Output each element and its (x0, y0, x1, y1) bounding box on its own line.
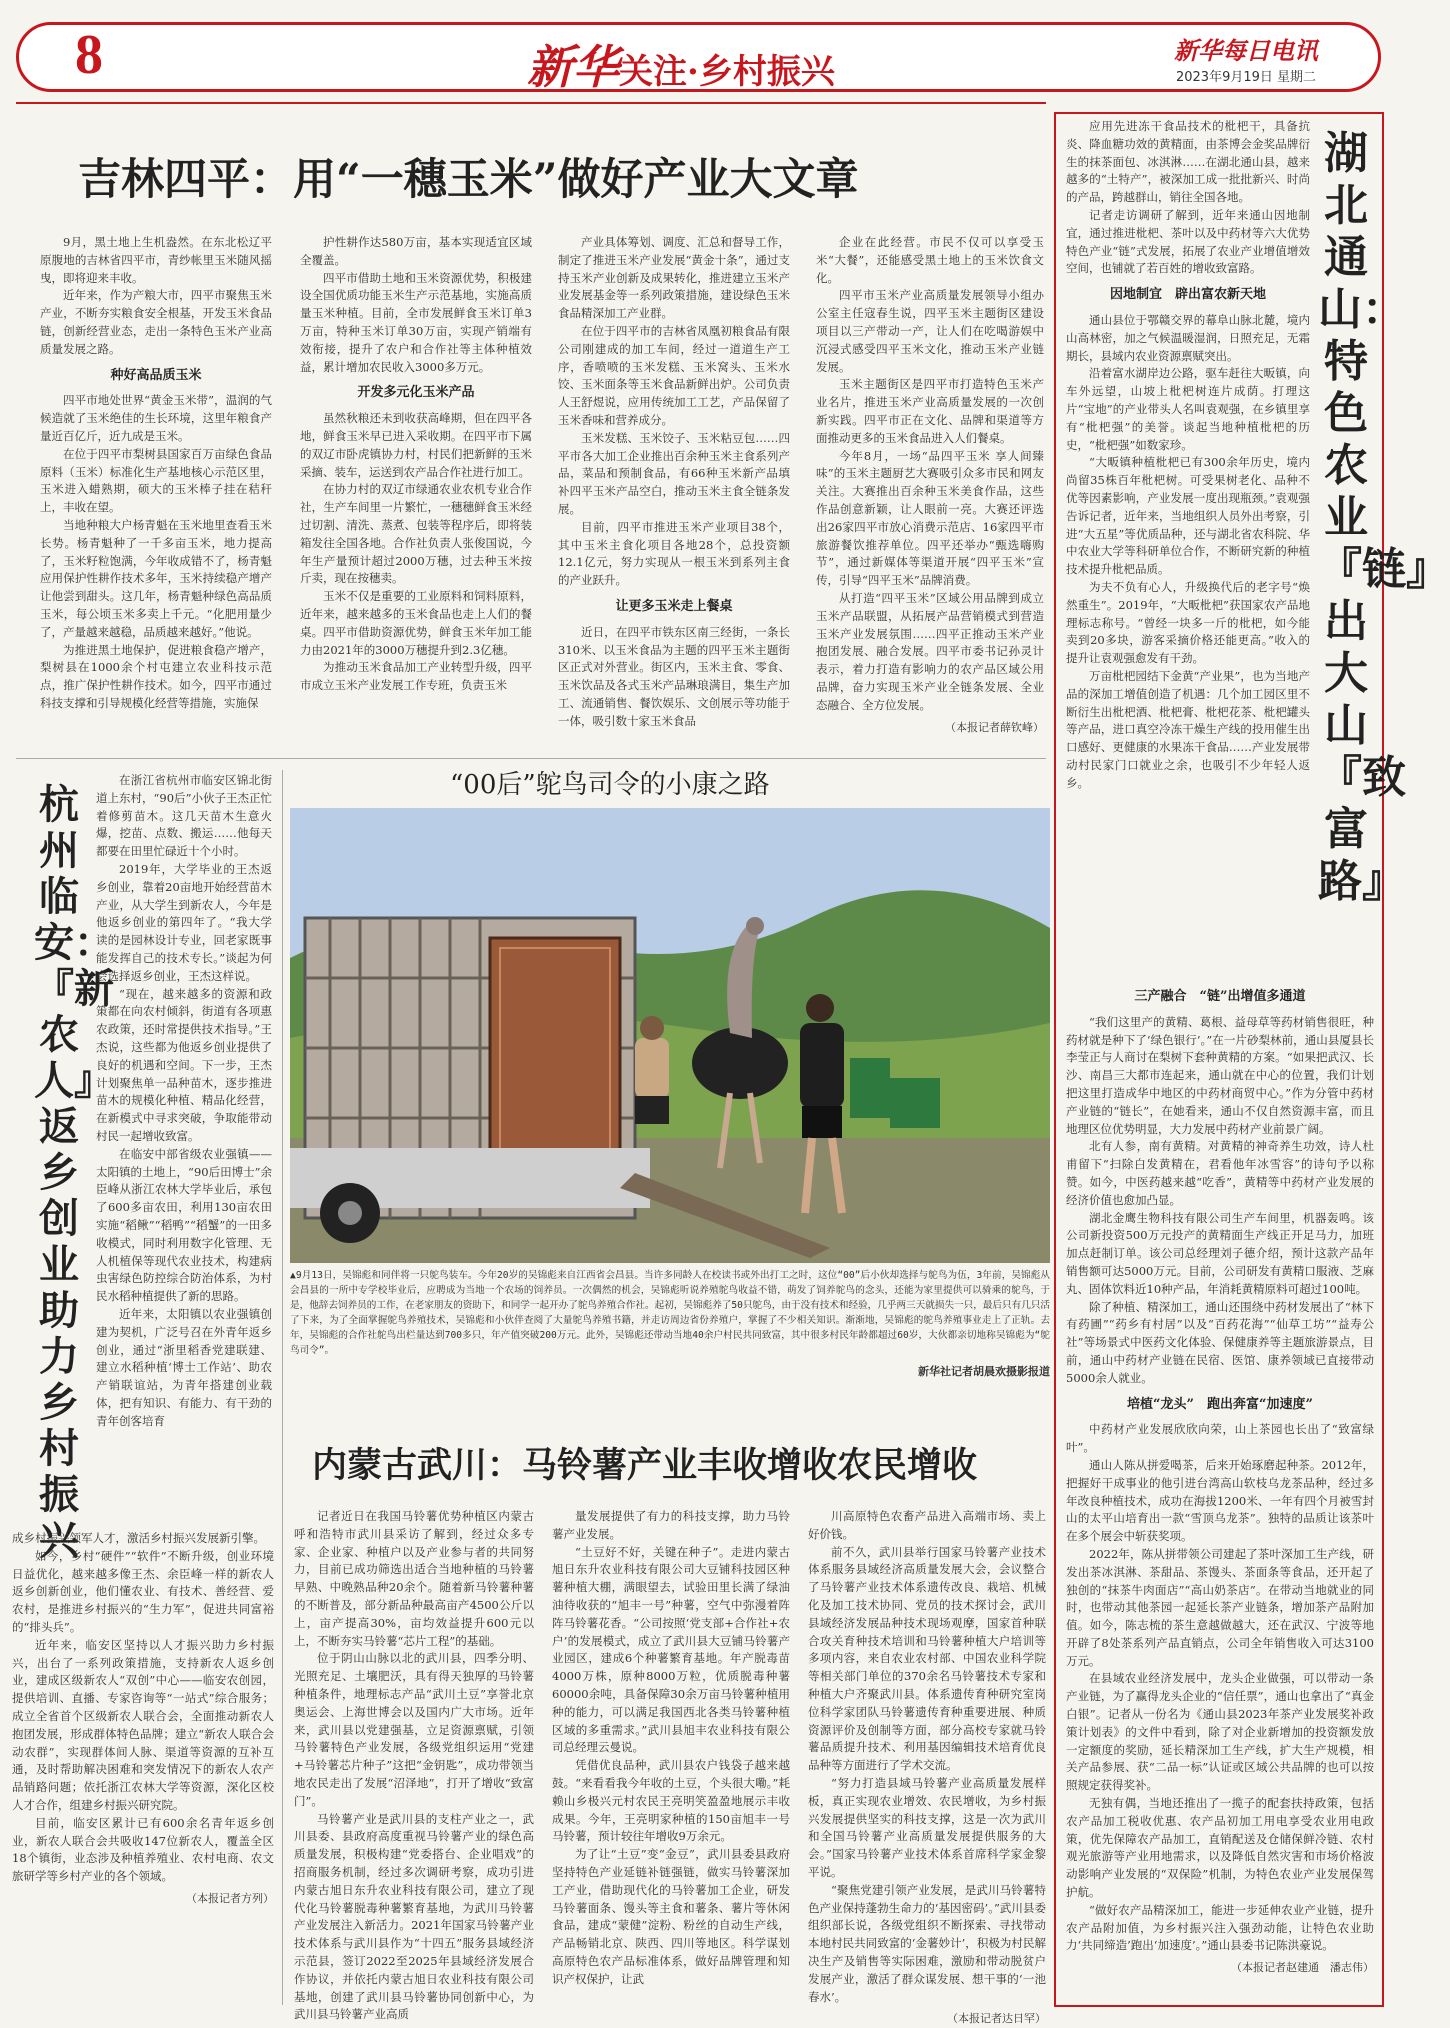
page-number: 8 (75, 24, 103, 86)
section-masthead (527, 31, 835, 97)
paragraph: 四平市借助土地和玉米资源优势，积极建设全国优质功能玉米生产示范基地，实施高质量玉米种植。目前，全市发展鲜食玉米订单3万亩，特种玉米订单30万亩，实现产销端有效衔接，提升了农户和合作社等主体种植效益，累计增加农民收入3000多万元。 (300, 270, 532, 374)
paragraph: 除了种植、精深加工，通山还围绕中药材发展出了“林下有药圃”“药乡有村居”以及“百药花海”“仙草工坊”“益寿公社”等场景式中医药文化体验、保健康养等主题旅游景点，目前，通山中药材产业链在民宿、医馆、康养领域已直接带动5000余人就业。 (1066, 1299, 1374, 1385)
masthead-logo: 新华 (527, 40, 619, 94)
ostrich-loading-scene (290, 808, 1050, 1263)
masthead-title: 关注·乡村振兴 (619, 52, 835, 92)
paragraph: 玉米发糕、玉米饺子、玉米粘豆包……四平市各大加工企业推出百余种玉米主食系列产品，菜品和预制食品，有66种玉米新产品填补四平玉米产品空白，推动玉米主食全链条发展。 (558, 430, 790, 516)
paragraph: 沿着富水湖岸边公路，驱车赶往大畈镇，向车外远望，山坡上枇杷树连片成荫。打理这片“宝地”的产业带头人名叫袁观强，在乡镇里享有“枇杷强”的美誉。谈起当地种植枇杷的历史，“枇杷强”如数家珍。 (1066, 366, 1310, 452)
paragraph: 通山县位于鄂赣交界的幕阜山脉北麓，境内山高林密，加之气候温暖湿润，日照充足，无霜期长，县域内农业资源禀赋突出。 (1066, 312, 1310, 363)
subheading: 因地制宜 辟出富农新天地 (1109, 287, 1266, 303)
paragraph: 目前，四平市推进玉米产业项目38个，其中玉米主食化项目各地28个，总投资额12.1亿元，努力实现从一根玉米到系列主食的产业跃升。 (558, 519, 790, 588)
linan-headline: 杭州临安：『新农人』返乡创业助力乡村振兴 (34, 781, 114, 1564)
paragraph: 近年来，太阳镇以农业强镇创建为契机，广泛号召在外青年返乡创业，通过“浙里稻香党建联建、建立水稻种植‘博士工作站’、助农产销联谊站，为青年搭建创业载体，把有知识、有能力、有干劲的青年创客培育 (96, 1306, 272, 1428)
wuchuan-headline: 内蒙古武川：马铃薯产业丰收增收农民增收 (312, 1445, 978, 1486)
paragraph: 在浙江省杭州市临安区锦北街道上东村，“90后”小伙子王杰正忙着修剪苗木。这几天苗木生意火爆，挖苗、点数、搬运……他每天都要在田里忙碌近十个小时。 (96, 773, 272, 859)
paragraph: 成乡村振兴领军人才，激活乡村振兴发展新引擎。 (12, 1531, 265, 1545)
issue-date: 2023年9月19日 星期二 (1175, 70, 1317, 85)
siping-col-2 (300, 234, 532, 754)
paragraph: 为推进黑土地保护，促进粮食稳产增产，梨树县在1000余个村屯建立农业科技示范点，推广保护性耕作技术。如今，四平市通过科技支撑和引导规模化经营等措施，实施保 (40, 642, 272, 710)
paragraph: 9月，黑土地上生机盎然。在东北松辽平原腹地的吉林省四平市，青纱帐里玉米随风摇曳，即将迎来丰收。 (40, 235, 272, 285)
paragraph: 应用先进冻干食品技术的枇杷干，具备抗炎、降血糖功效的黄精面，由茶博会金奖品牌衍生的抹茶面包、冰淇淋……在湖北通山县，越来越多的“土特产”，被深加工成一批批新兴、时尚的产品，跨越群山，销往全国各地。 (1066, 119, 1310, 205)
linan-narrow-column (96, 772, 272, 1527)
photo-caption (290, 1268, 1050, 1448)
subheading: 三产融合 “链”出增值多通道 (1134, 989, 1306, 1004)
paragraph: 万亩枇杷园结下金黄“产业果”，也为当地产品的深加工增值创造了机遇：几个加工园区里不断衍生出枇杷酒、枇杷膏、枇杷花茶、枇杷罐头等产品，进口真空冷冻干燥生产线的投用催生出口感好、更健康的水果冻干食品……产业发展带动村民家门口就业之余，也吸引不少年轻人返乡。 (1066, 668, 1310, 790)
tongshan-headline: 湖北通山：特色农业『链』出大山『致富路』 (1318, 128, 1450, 907)
newspaper-brand (1174, 31, 1318, 85)
paragraph: “我们这里产的黄精、葛根、益母草等药材销售很旺，种药材就是种下了‘绿色银行’。”在一片砂梨林前，通山县厦县长李莹正与人商讨在梨树下套种黄精的方案。“如果把武汉、长沙、南昌三大都市连起来，通山就在中心的位置，我们计划把这里打造成华中地区的中药材商贸中心。”作为分管中药材产业链的“链长”，在她看来，通山不仅自然资源丰富，而且地理区位优势明显，大力发展中药材产业前景广阔。 (1066, 1014, 1374, 1136)
byline: （本报记者达日罕） (947, 2012, 1046, 2026)
paragraph: 玉米不仅是重要的工业原料和饲料原料，近年来，越来越多的玉米食品也走上人们的餐桌。四平市借助资源优势，鲜食玉米年加工能力由2021年的3000万穗提升到2.3亿穗。 (300, 589, 532, 657)
photo-credit: 新华社记者胡晨欢摄影报道 (918, 1365, 1050, 1378)
subheading: 培植“龙头” 跑出奔富“加速度” (1127, 1396, 1313, 1412)
section-divider (16, 758, 1046, 759)
paragraph: 在临安中部省级农业强镇——太阳镇的土地上，“90后田博士”余臣峰从浙江农林大学毕业后，承包了600多亩农田，利用130亩农田实施“稻鳅”“稻鸭”“稻蟹”的一田多收模式，同时利用数字化管理、无人机植保等现代农业技术，构建病虫害绿色防控综合防治体系，为村民水稻种植提供了新的思路。 (96, 1146, 272, 1304)
paragraph: 四平市地处世界“黄金玉米带”，温润的气候造就了玉米绝佳的生长环境，这里年粮食产量近百亿斤，近九成是玉米。 (40, 393, 272, 443)
paragraph: 记者走访调研了解到，近年来通山因地制宜，通过推进枇杷、茶叶以及中药材等六大优势特色产业“链”式发展，拓展了农业产业增值增效空间，也铺就了若百姓的增收致富路。 (1066, 207, 1310, 276)
paragraph: 近日，在四平市铁东区南三经街，一条长310米、以玉米食品为主题的四平玉米主题街区正式对外营业。街区内，玉米主食、零食、玉米饮品及各式玉米产品琳琅满目，集生产加工、流通销售、餐饮娱乐、文创展示等功能于一体，吸引数十家玉米食品 (558, 624, 790, 728)
paragraph: 玉米主题街区是四平市打造特色玉米产业名片，推进玉米产业高质量发展的一次创新实践。四平市正在文化、品牌和渠道等方面推动更多的玉米食品进入人们餐桌。 (816, 377, 1044, 445)
subheading: 开发多元化玉米产品 (357, 385, 475, 401)
page-header (16, 22, 1381, 92)
caption-text: ▲9月13日，吴锦彪和同伴将一只鸵鸟装车。今年20岁的吴锦彪来自江西省会昌县。当许多同龄人在校读书或外出打工之时，这位“00”后小伙却选择与鸵鸟为伍，3年前，吴锦彪从会昌县的一所中专学校毕业后，应聘成为当地一个农场的饲养员。一次偶然的机会，吴锦彪听说养殖鸵鸟收益不错，萌发了饲养鸵鸟的念头，还能为家里提供可以骑乘的鸵鸟，于是，他辞去饲养员的工作，在老家朋友的资助下，和同学一起开办了鸵鸟养殖合作社。起初，吴锦彪养了50只鸵鸟，由于没有技术和经验，几乎两三天就损失一只，最后只有几只活了下来，为了全面掌握鸵鸟养殖技术，吴锦彪和小伙伴查阅了大量鸵鸟养殖书籍，并走访周边省份养殖户，掌握了不少相关知识。渐渐地，吴锦彪的鸵鸟养殖事业走上了正轨。去年，吴锦彪的合作社鸵鸟出栏量达到700多只，年产值突破200万元。此外，吴锦彪还带动当地40余户村民共同致富，其中很多村民年龄都超过60岁，大伙都亲切地称吴锦彪为“鸵鸟司令”。 (290, 1270, 1050, 1356)
siping-col-1 (40, 234, 272, 754)
paragraph: “土豆好不好，关键在种子”。走进内蒙古旭日东升农业科技有限公司大豆铺科技园区种薯种植大棚，满眼望去，试验田里长满了绿油油待收获的“旭丰一号”种薯，空气中弥漫着阵阵马铃薯花香。“公司按照‘党支部+合作社+农户’的发展模式，成立了武川县大豆铺马铃薯产业园区，建成6个种薯繁育基地。年产脱毒苗4000万株，原种8000万粒，优质脱毒种薯60000余吨，具备保障30余万亩马铃薯种植用种的能力，可以满足我国西北各类马铃薯种植区域的多重需求。”武川县旭丰农业科技有限公司总经理云曼说。 (552, 1544, 790, 1755)
paragraph: 为推动玉米食品加工产业转型升级，四平市成立玉米产业发展工作专班，负责玉米 (300, 660, 532, 693)
paragraph: 虽然秋粮还未到收获高峰期，但在四平各地，鲜食玉米早已进入采收期。在四平市下属的双辽市卧虎镇协力村，村民们把新鲜的玉米采摘、装车，运送到农产品合作社进行加工。 (300, 411, 532, 479)
wuchuan-col-3 (808, 1508, 1046, 2026)
ostrich-headline: “00后”鸵鸟司令的小康之路 (450, 770, 770, 800)
paragraph: 2022年，陈从拼带领公司建起了茶叶深加工生产线，研发出茶冰淇淋、茶甜品、茶馒头、茶面条等食品，还开起了独创的“抹茶牛肉面店”“高山奶茶店”。在带动当地就业的同时，也带动其他茶园一起延长茶产业链条，增加茶产品附加值。如今，陈志梳的茶生意越做越大，还在武汉、宁波等地开辟了8处茶系列产品直销点，公司全年销售收入可达3100万元。 (1066, 1546, 1374, 1668)
paragraph: “现在，越来越多的资源和政策都在向农村倾斜，街道有各项惠农政策，还时常提供技术指导。”王杰说，这些都为他返乡创业提供了良好的机遇和空间。下一步，王杰计划聚焦单一品种苗木，逐步推进苗木的规模化种植、精品化经营，在新模式中寻求突破，争取能带动村民一起增收致富。 (96, 986, 272, 1143)
column-divider (282, 770, 283, 2005)
paragraph: 川高原特色农畜产品进入高端市场、卖上好价钱。 (808, 1509, 1046, 1541)
paragraph: 在位于四平市梨树县国家百万亩绿色食品原料（玉米）标准化生产基地核心示范区里，玉米进入蜡熟期，硕大的玉米棒子挂在秸秆上，丰收在望。 (40, 446, 272, 515)
paragraph: 为了让“土豆”变“金豆”，武川县委县政府坚持特色产业延链补链强链，做实马铃薯深加工产业，借助现代化的马铃薯加工企业，研发马铃薯面条、馒头等主食和薯条、薯片等休闲食品，建成“蒙健”淀粉、粉丝的自动生产线，产品畅销北京、陕西、四川等地区。科学谋划高原特色农产品标准体系，做好品牌管理和知识产权保护，让武 (552, 1847, 790, 1986)
paragraph: 位于阴山山脉以北的武川县，四季分明、光照充足、土壤肥沃，具有得天独厚的马铃薯种植条件，地理标志产品“武川土豆”享誉北京奥运会、上海世博会以及国内广大市场。近年来，武川县以党建强基，立足资源禀赋，引领马铃薯特色产业发展，各级党组织运用“党建+马铃薯芯片种子”这把“金钥匙”，成功带领当地农民走出了发展“沼泽地”，打开了增收“致富门”。 (294, 1651, 534, 1808)
siping-col-4 (816, 234, 1044, 754)
paragraph: 近年来，临安区坚持以人才振兴助力乡村振兴，出台了一系列政策措施，支持新农人返乡创业，建成区级新农人“双创”中心——临安农创园，提供培训、直播、专家咨询等“一站式”综合服务；成立全省首个区级新农人联合会，全面推动新农人抱团发展，形成群体特色品牌；建立“新农人联合会动农群”，实现群体间人脉、渠道等资源的互补互通，及时帮助解决困难和突发情况下的新农人农产品销路问题；依托浙江农林大学等资源，深化区校人才合作，组建乡村振兴研究院。 (12, 1637, 274, 1812)
wuchuan-col-2 (552, 1508, 790, 2003)
paragraph: 湖北金鹰生物科技有限公司生产车间里，机器轰鸣。该公司新投资500万元投产的黄精面生产线正开足马力，加班加点赶制订单。该公司总经理刘子德介绍，预计这款产品年销售额可达5000万元。目前，公司研发有黄精口服液、芝麻丸、固体饮料近10种产品，年消耗黄精原料可超过100吨。 (1066, 1210, 1374, 1296)
paragraph: “努力打造县域马铃薯产业高质量发展样板，真正实现农业增效、农民增收，为乡村振兴发展提供坚实的科技支撑，这是一次为武川和全国马铃薯产业高质量发展提供服务的大会。”国家马铃薯产业技术体系首席科学家金黎平说。 (808, 1775, 1046, 1879)
tongshan-lower-column (1066, 980, 1374, 2000)
paragraph: 近年来，作为产粮大市，四平市聚焦玉米产业，不断夯实粮食安全根基，开发玉米食品链，创新经营业态，走出一条特色玉米产业高质量发展之路。 (40, 288, 272, 356)
byline: （本报记者薛钦峰） (945, 720, 1044, 734)
paragraph: 四平市玉米产业高质量发展领导小组办公室主任寇春生说，四平玉米主题街区建设项目以三产带动一产，让人们在吃喝游娱中沉浸式感受四平玉米文化，推动玉米产业链发展。 (816, 288, 1044, 374)
paragraph: “大畈镇种植枇杷已有300余年历史，境内尚留35株百年枇杷树。可受果树老化、品种不优等因素影响，产业发展一度出现瓶颈。”袁观强告诉记者，近年来，当地组织人员外出考察，引进“大五星”等优质品种，还与湖北省农科院、华中农业大学等科研单位合作，不断研究新的种植技术提升枇杷品质。 (1066, 455, 1310, 577)
paragraph: 产业具体筹划、调度、汇总和督导工作，制定了推进玉米产业发展“黄金十条”，通过支持玉米产业创新及成果转化，推进建立玉米产业发展基金等一系列政策措施，建设绿色玉米食品精深加工产业群。 (558, 235, 790, 321)
paragraph: 2019年，大学毕业的王杰返乡创业，靠着20亩地开始经营苗木产业，从大学生到新农人，今年是他返乡创业的第四年了。“我大学读的是园林设计专业，回老家既事能发挥自己的技术专长。”谈起为何会选择返乡创业，王杰这样说。 (96, 861, 272, 983)
paragraph: 马铃薯产业是武川县的支柱产业之一，武川县委、县政府高度重视马铃薯产业的绿色高质量发展，积极构建“党委搭台、企业唱戏”的招商服务机制，经过多次调研考察，成功引进内蒙古旭日东升农业科技有限公司，建立了现代化马铃薯脱毒种薯繁育基地，为武川马铃薯产业发展注入新活力。2021年国家马铃薯产业技术体系与武川县作为“十四五”服务县域经济示范县，签订2022至2025年县域经济发展合作协议，并依托内蒙古旭日农业科技有限公司基地，创建了武川县马铃薯协同创新中心，为武川县马铃薯产业高质 (294, 1811, 534, 2022)
paragraph: 今年8月，一场“品四平玉米 享人间臻味”的玉米主题厨艺大赛吸引众多市民和网友关注。大赛推出百余种玉米美食作品，这些作品创意新颖，让人眼前一亮。大赛还评选出26家四平市放心消费示范店、16家四平市旅游餐饮推荐单位。四平还举办“甄选嗨购节”，通过新媒体等渠道开展“四平玉米”宣传，引导“四平玉米”品牌消费。 (816, 448, 1044, 588)
paragraph: 为夫不负有心人，升级换代后的老字号“焕然重生”。2019年，“大畈枇杷”获国家农产品地理标志称号。“曾经一块多一斤的枇杷，如今能卖到20多块，游客采摘价格还能更高。”收入的提升让袁观强愈发有干劲。 (1066, 579, 1310, 666)
siping-col-3 (558, 234, 790, 754)
paragraph: 如今，乡村“硬件”“软件”不断升级，创业环境日益优化，越来越多像王杰、余臣峰一样的新农人返乡创新创业，他们懂农业、有技术、善经营、爱农村，是推进乡村振兴的“生力军”，促进共同富裕的“排头兵”。 (12, 1548, 274, 1634)
subheading: 让更多玉米走上餐桌 (615, 598, 733, 614)
siping-headline: 吉林四平：用“一穗玉米”做好产业大文章 (78, 155, 859, 205)
paragraph: 中药材产业发展欣欣向荣，山上茶园也长出了“致富绿叶”。 (1066, 1422, 1374, 1455)
header-rule (16, 102, 1046, 104)
paragraph: 通山人陈从拼爱喝茶，后来开始琢磨起种茶。2012年，把握好干成事业的他引进台湾高山软枝乌龙茶品种，经过多年改良种植技术，成功在海拔1200米、一年有四个月被雪封山的太平山培育出一款“雪顶乌龙茶”。独特的品质让该茶叶在多个展会中斩获奖项。 (1066, 1457, 1374, 1544)
paragraph: 前不久，武川县举行国家马铃薯产业技术体系服务县域经济高质量发展大会，会议整合了马铃薯产业技术体系遗传改良、栽培、机械化及加工技术协同、党员的技术探讨会，武川县域经济发展品种技术现场观摩，国家首种联合攻关育种技术培训和马铃薯种植大户培训等多项内容，来自农业农村部、中国农业科学院等相关部门单位的370余名马铃薯技术专家和种植大户齐聚武川县。体系遗传育种研究室岗位科学家团队马铃薯遗传育种重要进展、种质资源评价及创制等方面，部分高校专家就马铃薯品质提升技术、利用基因编辑技术培育优良品种等方面进行了学术交流。 (808, 1544, 1046, 1773)
ostrich-photo (290, 808, 1050, 1263)
paragraph: “聚焦党建引领产业发展，是武川马铃薯特色产业保持蓬勃生命力的‘基因密码’。”武川县委组织部长说，各级党组织不断探索、寻找带动本地村民共同致富的‘金薯妙计’，积极为村民解决生产及销售等实际困难，激励和带动脱贫户发展产业，激活了群众谋发展、想干事的‘一池春水’。 (808, 1882, 1046, 2004)
paragraph: 北有人参，南有黄精。对黄精的神奇养生功效，诗人杜甫留下“扫除白发黄精在，君看他年冰雪容”的诗句予以称赞。如今，中医药越来越“吃香”，黄精等中药材产业发展的经济价值也愈加凸显。 (1066, 1139, 1374, 1207)
paragraph: 记者近日在我国马铃薯优势种植区内蒙古呼和浩特市武川县采访了解到，经过众多专家、企业家、种植户以及产业参与者的共同努力，目前已成功筛选出适合当地种植的马铃薯早熟、中晚熟品种20余个。随着新马铃薯种薯的不断普及，部分新品种最高亩产4500公斤以上，亩产提高30%，亩均效益提升600元以上，不断夯实马铃薯“芯片工程”的基础。 (294, 1509, 534, 1648)
paragraph: 护性耕作达580万亩，基本实现适宜区域全覆盖。 (300, 235, 532, 267)
newspaper-name: 新华每日电讯 (1174, 36, 1318, 65)
paragraph: 凭借优良品种，武川县农户钱袋子越来越鼓。“来看看我今年收的土豆，个头很大嘞。”耗赖山乡极兴元村农民王亮明笑盈盈地展示丰收成果。今年，王亮明家种植的150亩旭丰一号马铃薯，预计较往年增收9万余元。 (552, 1758, 790, 1844)
linan-wide-column (12, 1530, 274, 2000)
byline: （本报记者赵建通 潘志伟） (1231, 1961, 1374, 1975)
wuchuan-col-1 (294, 1508, 534, 2022)
paragraph: 量发展提供了有力的科技支撑，助力马铃薯产业发展。 (552, 1509, 790, 1541)
paragraph: 在协力村的双辽市绿通农业农机专业合作社，生产车间里一片繁忙，一穗穗鲜食玉米经过切割、清洗、蒸煮、包装等程序后，即将装箱发往全国各地。合作社负责人张俊国说，今年生产量预计超过2000万穗，过去种玉米按斤卖，现在按穗卖。 (300, 482, 532, 586)
paragraph: 目前，临安区累计已有600余名青年返乡创业，新农人联合会共吸收147位新农人，覆盖全区18个镇街，业态涉及种植养殖业、农村电商、农文旅研学等乡村产业的各个领域。 (12, 1815, 274, 1884)
paragraph: 从打造“四平玉米”区域公用品牌到成立玉米产品联盟，从拓展产品营销模式到营造玉米产业发展氛围……四平正推动玉米产业抱团发展、融合发展。四平市委书记孙灵计表示，着力打造有影响力的农产品区域公用品牌，奋力实现玉米产业全链条发展、全业态融合、全方位发展。 (816, 590, 1044, 712)
paragraph: “做好农产品精深加工，能进一步延伸农业产业链，提升农产品附加值，为乡村振兴注入强劲动能，让特色农业助力‘共同缔造’跑出‘加速度’。”通山县委书记陈洪豪说。 (1066, 1902, 1374, 1953)
paragraph: 当地种粮大户杨青魁在玉米地里查看玉米长势。杨青魁种了一千多亩玉米，地力提高了，玉米籽粒饱满，今年收成错不了，杨青魁应用保护性耕作技术多年，玉米持续稳产增产让他尝到甜头。这几年，杨青魁种绿色高品质玉米，每公顷玉米多卖上千元。“化肥用量少了，产量越来越稳，品质越来越好。”他说。 (40, 517, 272, 639)
paragraph: 在县域农业经济发展中，龙头企业做强，可以带动一条产业链，为了赢得龙头企业的“信任票”，通山也拿出了“真金白银”。记者从一份名为《通山县2023年茶产业发展奖补政策计划表》的文件中看到，除了对企业新增加的投资额发放一定额度的奖励，延长精深加工生产线，扩大生产规模，相关产品参展、获“二品一标”认证或区域公共品牌的也可以按照规定获得奖补。 (1066, 1671, 1374, 1793)
tongshan-upper-column (1066, 118, 1310, 978)
subheading: 种好高品质玉米 (110, 367, 202, 383)
paragraph: 在位于四平市的吉林省凤凰初粮食品有限公司刚建成的加工车间，经过一道道生产工序，香喷喷的玉米发糕、玉米窝头、玉米水饺、玉米面条等玉米食品新鲜出炉。公司负责人王舒煜说，应用传统加工工艺，产品保留了玉米香味和营养成分。 (558, 323, 790, 427)
paragraph: 无独有偶，当地还推出了一揽子的配套扶持政策，包括农产品加工税收优惠、农产品初加工用电享受农业用电政策，优先保障农产品加工，直销配送及仓储保鲜冷链、农村观光旅游等产业用地需求，以及降低自然灾害和市场价格波动影响产业发展的“双保险”机制，为特色农业产业发展保驾护航。 (1066, 1796, 1374, 1900)
byline: （本报记者方列） (186, 1891, 274, 1905)
paragraph: 企业在此经营。市民不仅可以享受玉米“大餐”，还能感受黑土地上的玉米饮食文化。 (816, 235, 1044, 285)
